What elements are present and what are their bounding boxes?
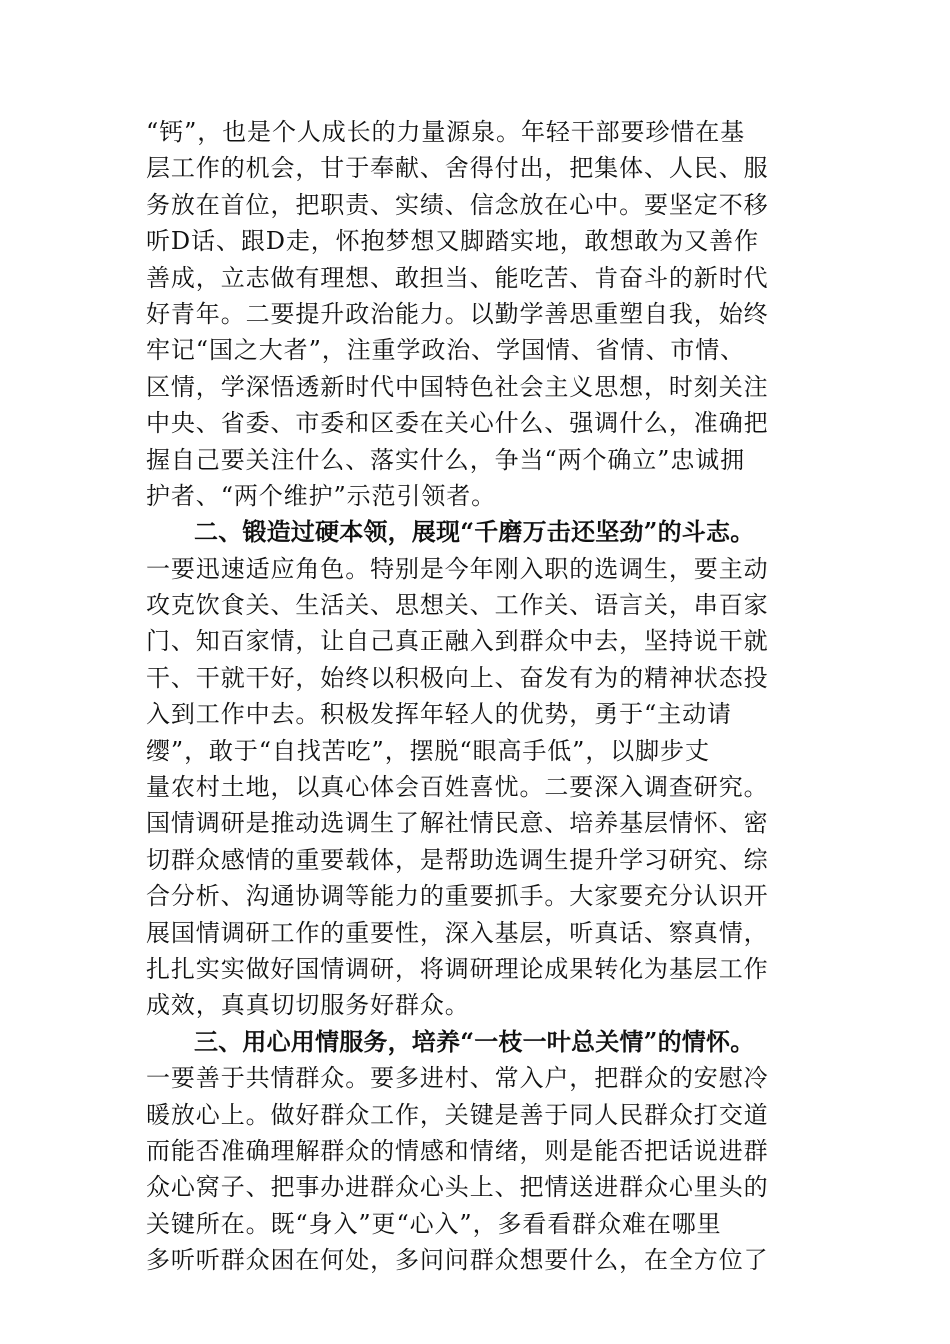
body-line: 一要迅速适应角色。特别是今年刚入职的选调生，要主动 xyxy=(146,554,769,583)
body-line: 众心窝子、把事办进群众心头上、把情送进群众心里头的 xyxy=(146,1173,769,1202)
body-line: 展国情调研工作的重要性，深入基层，听真话、察真情， xyxy=(146,918,769,947)
body-line: 扎扎实实做好国情调研，将调研理论成果转化为基层工作 xyxy=(146,954,769,983)
body-line: 好青年。二要提升政治能力。以勤学善思重塑自我，始终 xyxy=(146,299,769,328)
body-line: 握自己要关注什么、落实什么，争当“两个确立”忠诚拥 xyxy=(146,445,746,474)
body-line: 关键所在。既“身入”更“心入”，多看看群众难在哪里 xyxy=(146,1209,722,1238)
body-line: 入到工作中去。积极发挥年轻人的优势，勇于“主动请 xyxy=(146,700,732,729)
body-line: 门、知百家情，让自己真正融入到群众中去，坚持说干就 xyxy=(146,627,769,656)
body-line: 国情调研是推动选调生了解社情民意、培养基层情怀、密 xyxy=(146,809,769,838)
body-line: “钙”，也是个人成长的力量源泉。年轻干部要珍惜在基 xyxy=(146,118,746,146)
body-line: 暖放心上。做好群众工作，关键是善于同人民群众打交道 xyxy=(146,1100,769,1129)
body-line: 中央、省委、市委和区委在关心什么、强调什么，准确把 xyxy=(146,409,769,438)
body-line: 合分析、沟通协调等能力的重要抓手。大家要充分认识开 xyxy=(146,882,769,911)
body-line: 一要善于共情群众。要多进村、常入户，把群众的安慰冷 xyxy=(146,1064,769,1093)
body-line: 区情，学深悟透新时代中国特色社会主义思想，时刻关注 xyxy=(146,372,769,401)
body-line: 务放在首位，把职责、实绩、信念放在心中。要坚定不移 xyxy=(146,190,769,219)
body-line: 成效，真真切切服务好群众。 xyxy=(146,991,470,1020)
section-heading-2: 二、锻造过硬本领，展现“千磨万击还坚劲”的斗志。 xyxy=(194,517,755,547)
section-heading-3: 三、用心用情服务，培养“一枝一叶总关情”的情怀。 xyxy=(194,1026,755,1056)
body-line: 层工作的机会，甘于奉献、舍得付出，把集体、人民、服 xyxy=(146,154,769,183)
body-line: 缨”，敢于“自找苦吃”，摆脱“眼高手低”，以脚步丈 xyxy=(146,736,710,765)
body-line: 牢记“国之大者”，注重学政治、学国情、省情、市情、 xyxy=(146,336,746,365)
body-line: 量农村土地，以真心体会百姓喜忧。二要深入调查研究。 xyxy=(146,773,769,802)
body-line: 干、干就干好，始终以积极向上、奋发有为的精神状态投 xyxy=(146,663,769,692)
body-line: 攻克饮食关、生活关、思想关、工作关、语言关，串百家 xyxy=(146,591,769,620)
body-line: 善成，立志做有理想、敢担当、能吃苦、肯奋斗的新时代 xyxy=(146,263,769,292)
body-line: 护者、“两个维护”示范引领者。 xyxy=(146,481,497,510)
body-line: 听D话、跟D走，怀抱梦想又脚踏实地，敢想敢为又善作 xyxy=(146,227,759,256)
body-line: 多听听群众困在何处，多问问群众想要什么，在全方位了 xyxy=(146,1246,769,1275)
body-line: 切群众感情的重要载体，是帮助选调生提升学习研究、综 xyxy=(146,845,769,874)
document-body xyxy=(146,114,816,1279)
body-line: 而能否准确理解群众的情感和情绪，则是能否把话说进群 xyxy=(146,1136,769,1165)
